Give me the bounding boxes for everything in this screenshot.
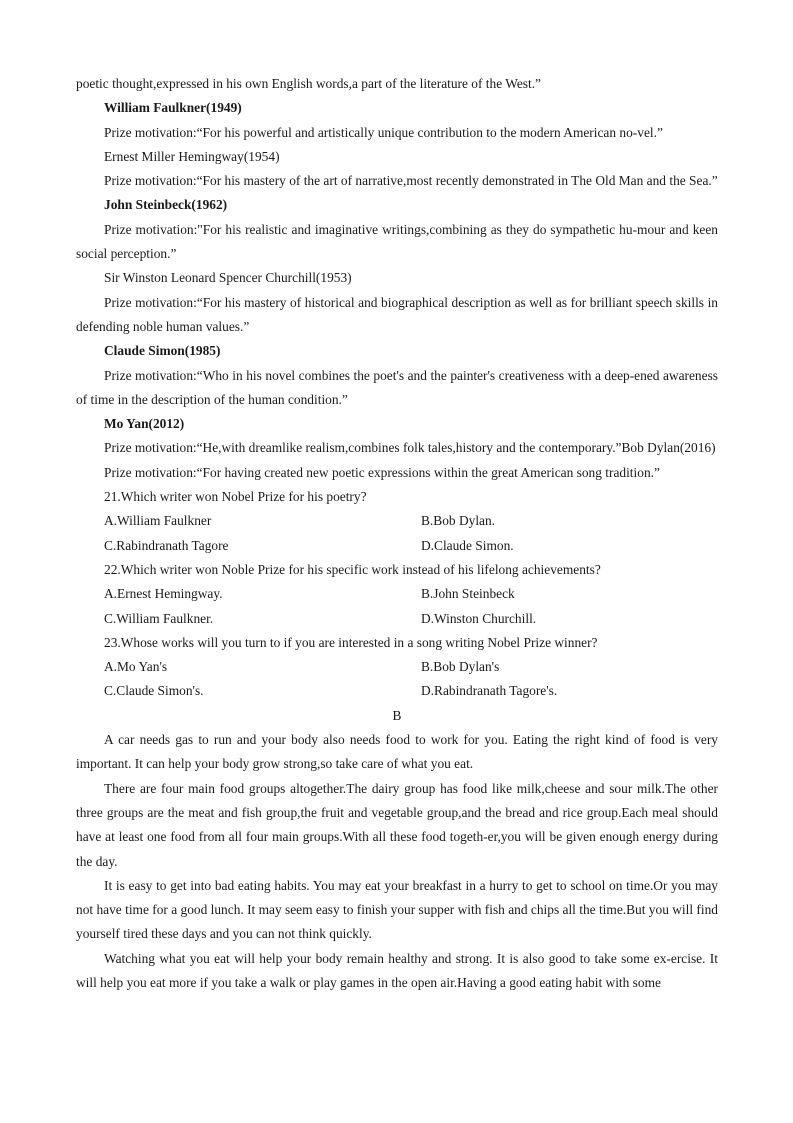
option-a: A.Ernest Hemingway.	[104, 586, 223, 602]
option-row	[76, 607, 718, 631]
winner-heading: William Faulkner(1949)	[104, 100, 242, 116]
winner-heading: Sir Winston Leonard Spencer Churchill(1953)	[104, 270, 352, 286]
option-row	[76, 582, 718, 606]
option-c: C.William Faulkner.	[104, 610, 214, 626]
option-row	[76, 679, 718, 703]
option-row	[76, 655, 718, 679]
prize-motivation: Prize motivation:"For his realistic and imaginative writings,combining as they do sympathetic hu-mour and keen social perception.”	[76, 221, 718, 262]
passage-paragraph: It is easy to get into bad eating habits. You may eat your breakfast in a hurry to get to school on time.Or you may not have time for a good lunch. It may seem easy to finish your supper with fish and chips all the time.But you will find yourself tired these days and you can not think quickly.	[76, 877, 718, 942]
option-row	[76, 534, 718, 558]
question-stem: 23.Whose works will you turn to if you are interested in a song writing Nobel Prize winner?	[104, 634, 598, 650]
passage-line: poetic thought,expressed in his own English words,a part of the literature of the West.”	[76, 76, 542, 91]
document-page	[76, 72, 718, 995]
option-b: B.John Steinbeck	[421, 586, 515, 602]
option-b: B.Bob Dylan.	[421, 513, 496, 529]
option-a: A.Mo Yan's	[104, 659, 168, 675]
option-c: C.Claude Simon's.	[104, 683, 204, 699]
prize-motivation: Prize motivation:“For having created new poetic expressions within the great American song tradition.”	[104, 464, 660, 480]
option-row	[76, 509, 718, 533]
option-d: D.Rabindranath Tagore's.	[421, 683, 558, 699]
option-a: A.William Faulkner	[104, 513, 212, 529]
section-heading: B	[392, 707, 402, 723]
option-c: C.Rabindranath Tagore	[104, 537, 229, 553]
winner-heading: Claude Simon(1985)	[104, 343, 221, 359]
prize-motivation: Prize motivation:“Who in his novel combines the poet's and the painter's creativeness with a deep-ened awareness of time in the description of the human condition.”	[76, 367, 718, 407]
prize-motivation: Prize motivation:“For his powerful and artistically unique contribution to the modern American no-vel.”	[104, 124, 663, 140]
passage-paragraph: A car needs gas to run and your body also needs food to work for you. Eating the right kind of food is very important. It can help your body grow strong,so take care of what you eat.	[76, 732, 718, 772]
passage-paragraph: There are four main food groups altogether.The dairy group has food like milk,cheese and sour milk.The other three groups are the meat and fish group,the fruit and vegetable group,and the bread and rice group.Each meal should have at least one food from all four main groups.With all these food togeth-er,you will be given enough energy during the day.	[76, 780, 718, 869]
question-stem: 22.Which writer won Noble Prize for his specific work instead of his lifelong achievements?	[104, 561, 601, 577]
prize-motivation: Prize motivation:“For his mastery of the art of narrative,most recently demonstrated in The Old Man and the Sea.”	[104, 173, 718, 189]
option-b: B.Bob Dylan's	[421, 659, 500, 675]
passage-paragraph: Watching what you eat will help your body remain healthy and strong. It is also good to take some ex-ercise. It will help you eat more if you take a walk or play games in the open air.Having a good eating habit with some	[76, 950, 718, 990]
winner-heading: Ernest Miller Hemingway(1954)	[104, 148, 280, 164]
question-stem: 21.Which writer won Nobel Prize for his poetry?	[104, 489, 367, 505]
winner-heading: John Steinbeck(1962)	[104, 197, 228, 213]
option-d: D.Claude Simon.	[421, 537, 514, 553]
option-d: D.Winston Churchill.	[421, 610, 537, 626]
prize-motivation: Prize motivation:“For his mastery of historical and biographical description as well as for brilliant speech skills in defending noble human values.”	[76, 294, 718, 334]
prize-motivation: Prize motivation:“He,with dreamlike realism,combines folk tales,history and the contemporary.”Bob Dylan(2016)	[104, 440, 716, 456]
winner-heading: Mo Yan(2012)	[104, 416, 185, 432]
